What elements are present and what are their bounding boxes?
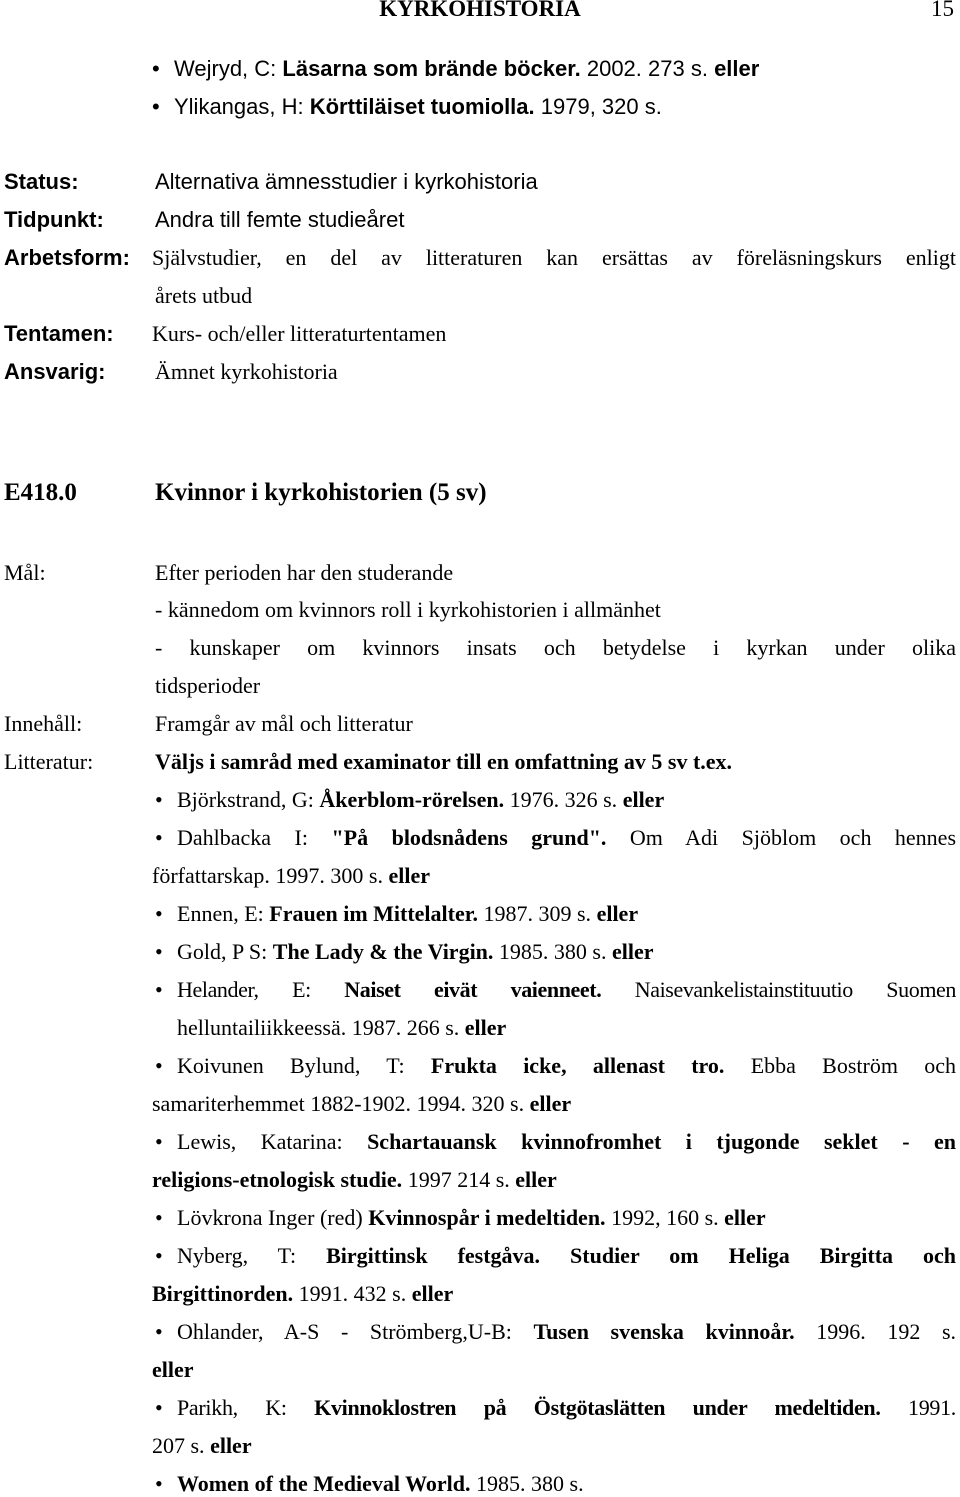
list-item-cont: 207 s. eller xyxy=(152,1433,252,1458)
ansvarig-value: Ämnet kyrkohistoria xyxy=(155,359,338,384)
list-item: • Lewis, Katarina: Schartauansk kvinnofromhet i tjugonde seklet - en xyxy=(155,1129,956,1154)
page-number: 15 xyxy=(931,0,954,21)
course-code: E418.0 xyxy=(4,479,77,506)
ansvarig-label: Ansvarig: xyxy=(4,359,106,384)
list-item: • Ohlander, A-S - Strömberg,U-B: Tusen svenska kvinnoår. 1996. 192 s. xyxy=(155,1319,957,1344)
arbetsform-value-cont: årets utbud xyxy=(155,283,253,308)
bullet-icon: • xyxy=(155,1395,163,1420)
mal-label: Mål: xyxy=(4,560,46,585)
bullet-icon: • xyxy=(155,901,163,926)
innehall-value: Framgår av mål och litteratur xyxy=(155,711,413,736)
bullet-icon: • xyxy=(155,1471,163,1496)
tidpunkt-value: Andra till femte studieåret xyxy=(155,207,405,232)
innehall-label: Innehåll: xyxy=(4,711,83,736)
bullet-icon: • xyxy=(155,1053,163,1078)
bullet-icon: • xyxy=(155,1129,163,1154)
bullet-icon: • xyxy=(155,1205,163,1230)
list-item-cont: Birgittinorden. 1991. 432 s. eller xyxy=(152,1281,454,1306)
bullet-icon: • xyxy=(152,56,160,81)
status-label: Status: xyxy=(4,169,79,194)
arbetsform-value: Självstudier, en del av litteraturen kan ersättas av föreläsningskurs enligt xyxy=(152,245,956,270)
list-item: • Björkstrand, G: Åkerblom-rörelsen. 1976. 326 s. eller xyxy=(155,787,665,812)
litteratur-label: Litteratur: xyxy=(4,749,94,774)
bullet-icon: • xyxy=(155,1243,163,1268)
bullet-icon: • xyxy=(155,939,163,964)
list-item-cont: religions-etnologisk studie. 1997 214 s. eller xyxy=(152,1167,557,1192)
mal-line: - kännedom om kvinnors roll i kyrkohistorien i allmänhet xyxy=(155,597,661,622)
mal-line: tidsperioder xyxy=(155,673,261,698)
tentamen-label: Tentamen: xyxy=(4,321,114,346)
list-item: • Parikh, K: Kvinnoklostren på Östgötaslätten under medeltiden. 1991. xyxy=(155,1395,956,1420)
list-item: • Women of the Medieval World. 1985. 380 s. xyxy=(155,1471,584,1496)
bullet-icon: • xyxy=(152,94,160,119)
tidpunkt-label: Tidpunkt: xyxy=(4,207,104,232)
tentamen-value: Kurs- och/eller litteraturtentamen xyxy=(152,321,447,346)
list-item-cont: samariterhemmet 1882-1902. 1994. 320 s. eller xyxy=(152,1091,572,1116)
bullet-icon: • xyxy=(155,1319,163,1344)
bullet-icon: • xyxy=(155,787,163,812)
list-item: • Dahlbacka I: "På blodsnådens grund". Om Adi Sjöblom och hennes xyxy=(155,825,957,850)
list-item: • Ennen, E: Frauen im Mittelalter. 1987. 309 s. eller xyxy=(155,901,639,926)
mal-line: Efter perioden har den studerande xyxy=(155,560,454,585)
list-item-cont: författarskap. 1997. 300 s. eller xyxy=(152,863,430,888)
mal-line: - kunskaper om kvinnors insats och betydelse i kyrkan under olika xyxy=(155,635,956,660)
status-value: Alternativa ämnesstudier i kyrkohistoria xyxy=(155,169,538,194)
list-item: • Ylikangas, H: Körttiläiset tuomiolla. 1979, 320 s. xyxy=(152,94,662,119)
arbetsform-label: Arbetsform: xyxy=(4,245,130,270)
course-title: Kvinnor i kyrkohistorien (5 sv) xyxy=(155,479,487,506)
list-item-cont: helluntailiikkeessä. 1987. 266 s. eller xyxy=(177,1015,507,1040)
page-header-title: KYRKOHISTORIA xyxy=(379,0,581,21)
list-item: • Gold, P S: The Lady & the Virgin. 1985. 380 s. eller xyxy=(155,939,654,964)
list-item: • Lövkrona Inger (red) Kvinnospår i medeltiden. 1992, 160 s. eller xyxy=(155,1205,766,1230)
list-item: • Helander, E: Naiset eivät vaienneet. Naisevankelistainstituutio Suomen xyxy=(155,977,956,1002)
list-item: • Koivunen Bylund, T: Frukta icke, allenast tro. Ebba Boström och xyxy=(155,1053,956,1078)
list-item-cont: eller xyxy=(152,1357,194,1382)
bullet-icon: • xyxy=(155,977,163,1002)
list-item: • Wejryd, C: Läsarna som brände böcker. 2002. 273 s. eller xyxy=(152,56,760,81)
list-item: • Nyberg, T: Birgittinsk festgåva. Studier om Heliga Birgitta och xyxy=(155,1243,957,1268)
bullet-icon: • xyxy=(155,825,163,850)
litteratur-value: Väljs i samråd med examinator till en omfattning av 5 sv t.ex. xyxy=(155,749,733,774)
